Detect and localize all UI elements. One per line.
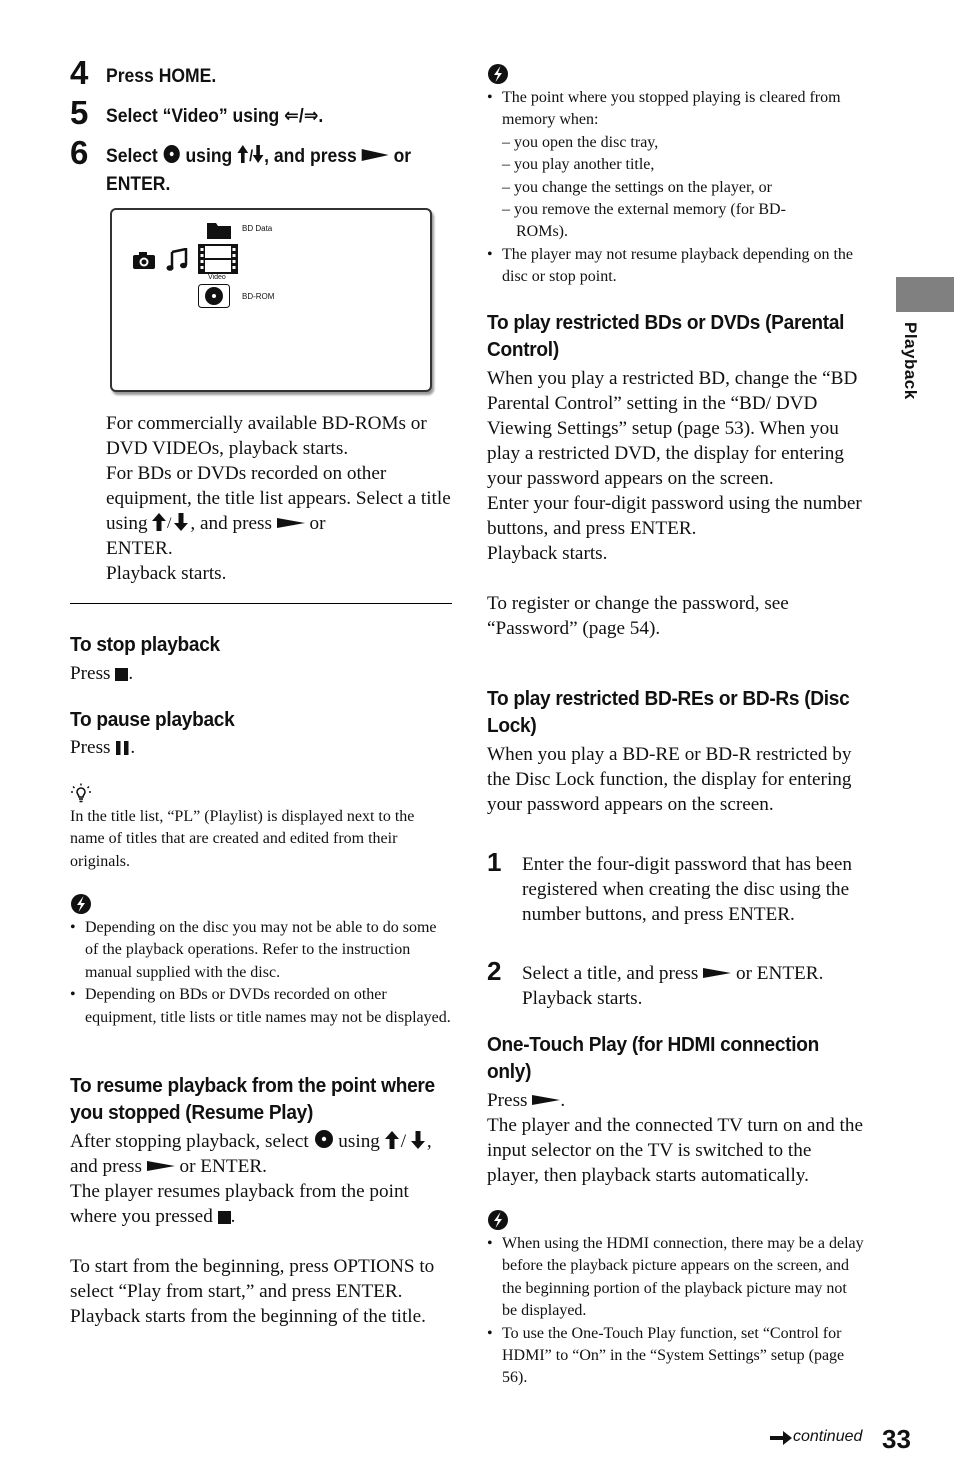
note-1-item: • Depending on the disc you may not be able to do some of the playback operations. Refer to the instruction manual supplied with the disc. <box>70 917 452 984</box>
play-icon <box>703 965 731 981</box>
step-number-6: 6 <box>70 134 89 171</box>
continued-label: continued <box>793 1428 863 1445</box>
resume-p3: To start from the beginning, press OPTIONS to select “Play from start,” and press ENTER. Playback starts from the beginning of the title. <box>70 1256 435 1327</box>
section-divider <box>70 603 452 604</box>
note-icon <box>70 893 92 915</box>
disc-icon <box>314 1129 334 1149</box>
section-tab-marker <box>896 277 954 312</box>
bd-data-label: BD Data <box>242 224 273 233</box>
play-icon <box>362 146 389 164</box>
tip-text: In the title list, “PL” (Playlist) is displayed next to the name of titles that are created and edited from their originals. <box>70 808 415 870</box>
step-6-p3: Playback starts. <box>106 563 227 584</box>
note-2-dash: – you change the settings on the player, or <box>502 178 772 196</box>
disc-lock-step-2-text: Select a title, and press or ENTER. Playback starts. <box>522 963 824 1009</box>
pause-playback-text: Press . <box>70 737 136 758</box>
disc-lock-step-number-1: 1 <box>487 847 502 877</box>
stop-icon <box>115 668 128 681</box>
bd-rom-label: BD-ROM <box>242 292 275 301</box>
note-icon <box>487 1209 509 1231</box>
up-arrow-icon <box>385 1131 401 1149</box>
tip-lightbulb-icon <box>70 783 92 805</box>
step-6-text-a: Select <box>106 145 158 167</box>
resume-p1: After stopping playback, select using / , and press or ENTER. <box>70 1131 432 1177</box>
stop-playback-text: Press . <box>70 663 134 684</box>
stop-playback-heading: To stop playback <box>70 633 220 656</box>
disc-lock-step-1-text: Enter the four-digit password that has been registered when creating the disc using the number buttons, and press ENTER. <box>522 854 852 925</box>
pause-playback-heading: To pause playback <box>70 708 235 731</box>
resume-play-body <box>70 1129 452 1329</box>
bd-rom-disc-icon <box>198 284 230 308</box>
disc-lock-p1: When you play a BD-RE or BD-R restricted by the Disc Lock function, the display for entering your password appears on the screen. <box>487 744 852 815</box>
continued-arrow-icon <box>770 1431 792 1445</box>
parental-p2: Enter your four-digit password using the number buttons, and press ENTER. <box>487 493 862 539</box>
stop-icon <box>218 1211 231 1224</box>
step-6-body <box>106 411 452 586</box>
note-2-item: • The point where you stopped playing is cleared from memory when: <box>487 87 865 132</box>
parental-p1: When you play a restricted BD, change the “BD Parental Control” setting in the “BD/ DVD Viewing Settings” setup (page 53). When you play a restricted DVD, the display for entering your password appears on the screen. <box>487 368 858 489</box>
pause-icon <box>115 741 130 755</box>
home-menu-screen <box>110 208 432 392</box>
svg-text:/: / <box>167 515 172 531</box>
note-3-list <box>487 1233 865 1390</box>
disc-lock-heading: To play restricted BD-REs or BD-Rs (Disc Lock) <box>487 687 850 737</box>
music-icon <box>166 248 188 272</box>
step-6-text-line2: ENTER. <box>106 173 171 195</box>
disc-icon <box>163 144 181 164</box>
resume-play-heading: To resume playback from the point where you stopped (Resume Play) <box>70 1074 435 1124</box>
step-number-5: 5 <box>70 94 89 131</box>
up-down-arrow-icon <box>237 144 264 164</box>
section-tab-label: Playback <box>901 322 920 400</box>
parental-control-body <box>487 366 867 641</box>
note-2-dash: – you open the disc tray, <box>502 133 659 151</box>
video-label: Video <box>208 274 226 281</box>
note-1-list <box>70 917 452 1029</box>
note-2-item: • The player may not resume playback depending on the disc or stop point. <box>487 244 865 289</box>
note-3-item: • When using the HDMI connection, there may be a delay before the playback picture appears on the screen, and the beginning portion of the playback picture may not be displayed. <box>487 1233 865 1323</box>
svg-text:/: / <box>248 147 253 164</box>
page-number: 33 <box>882 1424 911 1454</box>
note-2-list <box>487 87 865 289</box>
step-6-text <box>106 142 411 170</box>
note-2-dash: – you remove the external memory (for BD- <box>502 201 786 219</box>
note-2-dash: – you play another title, <box>502 156 655 174</box>
note-3-item: • To use the One-Touch Play function, set “Control for HDMI” to “On” in the “System Settings” setup (page 56). <box>487 1323 865 1390</box>
one-touch-play-heading: One-Touch Play (for HDMI connection only) <box>487 1033 820 1083</box>
parental-control-heading: To play restricted BDs or DVDs (Parental Control) <box>487 311 845 361</box>
step-6-text-b: using <box>185 145 233 167</box>
step-6-p2: For BDs or DVDs recorded on other equipment, the title list appears. Select a title using / , and press or <box>106 463 451 534</box>
step-6-text-d: or <box>393 145 412 167</box>
parental-p3: Playback starts. <box>487 543 608 564</box>
play-icon <box>277 515 305 531</box>
step-6-text-c: , and press <box>264 145 357 167</box>
resume-p2: The player resumes playback from the point where you pressed . <box>70 1181 409 1227</box>
step-number-4: 4 <box>70 54 89 91</box>
note-2-dash-cont: ROMs). <box>516 223 569 241</box>
parental-p4: To register or change the password, see “Password” (page 54). <box>487 593 789 639</box>
step-4-text: Press HOME. <box>106 65 217 87</box>
play-icon <box>532 1092 560 1108</box>
folder-icon <box>206 220 232 240</box>
up-down-arrow-icon <box>152 513 190 531</box>
one-touch-press: Press . <box>487 1090 566 1111</box>
step-6-p1: For commercially available BD-ROMs or DVD VIDEOs, playback starts. <box>106 413 427 459</box>
one-touch-p1: The player and the connected TV turn on and the input selector on the TV is switched to the player, then playback starts automatically. <box>487 1115 863 1186</box>
step-5-text: Select “Video” using ⇐/⇒. <box>106 105 324 127</box>
one-touch-play-body <box>487 1088 867 1188</box>
note-1-item: • Depending on BDs or DVDs recorded on other equipment, title lists or title names may not be displayed. <box>70 984 452 1029</box>
step-6-p2-end: ENTER. <box>106 538 173 559</box>
down-arrow-icon <box>411 1131 427 1149</box>
note-icon <box>487 63 509 85</box>
video-film-icon <box>198 244 238 274</box>
play-icon <box>147 1158 175 1174</box>
photo-icon <box>132 250 156 270</box>
disc-lock-step-number-2: 2 <box>487 956 502 986</box>
